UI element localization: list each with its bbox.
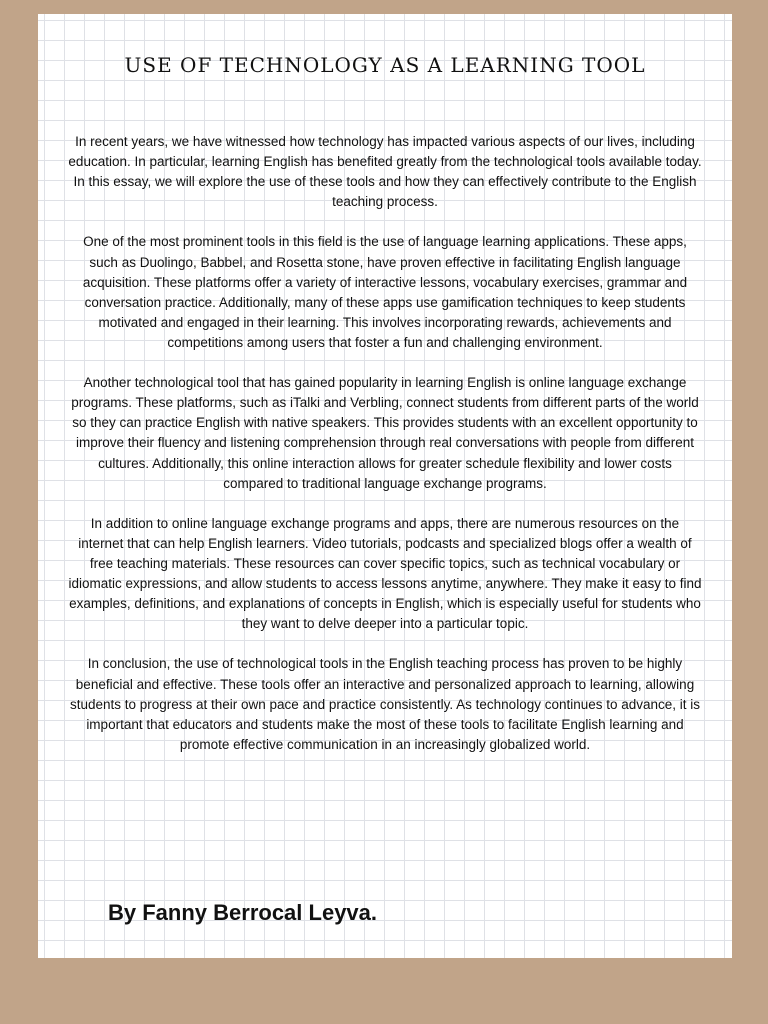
- paragraph-intro: In recent years, we have witnessed how technology has impacted various aspects of our lives, including education. In particular, learning English has benefited greatly from the technological tools available today. In this essay, we will explore the use of these tools and how they can effectively contribute to the English teaching process.: [68, 134, 702, 210]
- paragraph-language-apps: One of the most prominent tools in this field is the use of language learning applications. These apps, such as Duolingo, Babbel, and Rosetta stone, have proven effective in facilitating English language acquisition. These platforms offer a variety of interactive lessons, vocabulary exercises, grammar and conversation practice. Additionally, many of these apps use gamification techniques to keep students motivated and engaged in their learning. This involves incorporating rewards, achievements and competitions among users that foster a fun and challenging environment.: [82, 234, 688, 350]
- author-byline: By Fanny Berrocal Leyva.: [108, 900, 378, 925]
- paragraph-online-resources: In addition to online language exchange programs and apps, there are numerous resources on the internet that can help English learners. Video tutorials, podcasts and specialized blogs offer a wealth of free teaching materials. These resources can cover specific topics, such as technical vocabulary or idiomatic expressions, and allow students to access lessons anytime, anywhere. They make it easy to find examples, definitions, and explanations of concepts in English, which is especially useful for students who they want to delve deeper into a particular topic.: [68, 515, 702, 632]
- paragraph-language-exchange: Another technological tool that has gained popularity in learning English is online language exchange programs. These platforms, such as iTalki and Verbling, connect students from different parts of the world so they can practice English with native speakers. This provides students with an excellent opportunity to improve their fluency and listening comprehension through real conversations with people from different cultures. Additionally, this online interaction allows for greater schedule flexibility and lower costs compared to traditional language exchange programs.: [71, 375, 699, 491]
- paragraph-conclusion: In conclusion, the use of technological tools in the English teaching process has proven to be highly beneficial and effective. These tools offer an interactive and personalized approach to learning, allowing students to progress at their own pace and practice consistently. As technology continues to advance, it is important that educators and students make the most of these tools to facilitate English learning and promote effective communication in an increasingly globalized world.: [69, 656, 701, 752]
- grid-paper-sheet: [38, 14, 732, 958]
- essay-body: [68, 132, 702, 775]
- essay-title: USE OF TECHNOLOGY AS A LEARNING TOOL: [124, 53, 646, 77]
